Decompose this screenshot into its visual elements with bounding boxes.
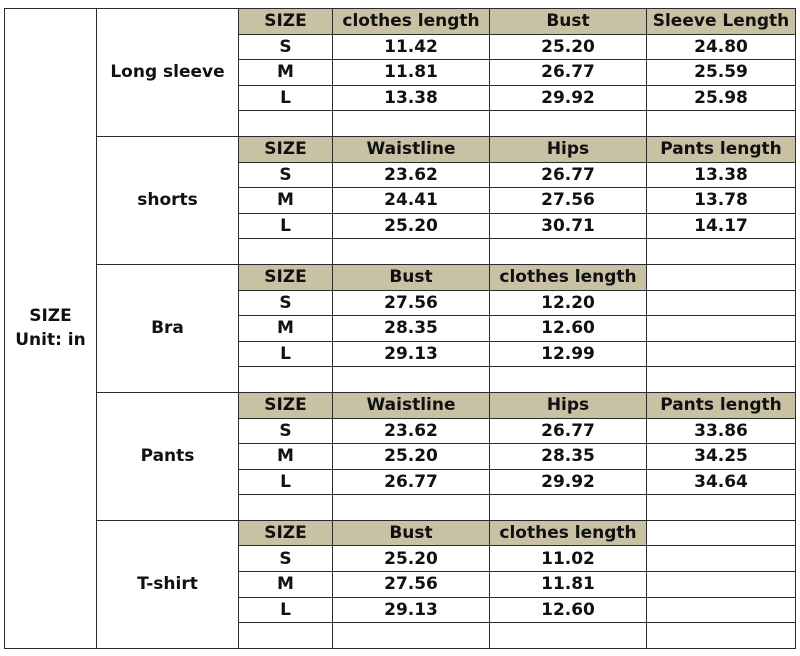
size-cell: M bbox=[239, 572, 333, 598]
empty-cell bbox=[333, 367, 490, 393]
header-row bbox=[5, 264, 796, 290]
column-header: SIZE bbox=[239, 264, 333, 290]
column-header: Bust bbox=[333, 264, 490, 290]
measurement-cell: 25.20 bbox=[333, 546, 490, 572]
empty-cell bbox=[239, 367, 333, 393]
size-cell: S bbox=[239, 34, 333, 60]
measurement-cell: 26.77 bbox=[333, 469, 490, 495]
header-row bbox=[5, 392, 796, 418]
empty-cell bbox=[333, 623, 490, 649]
measurement-cell: 28.35 bbox=[333, 316, 490, 342]
measurement-cell: 11.81 bbox=[490, 572, 647, 598]
measurement-cell: 12.20 bbox=[490, 290, 647, 316]
measurement-cell: 12.60 bbox=[490, 316, 647, 342]
measurement-cell: 14.17 bbox=[647, 213, 796, 239]
empty-cell bbox=[490, 495, 647, 521]
unit-label: Unit: in bbox=[15, 330, 86, 351]
size-cell: L bbox=[239, 85, 333, 111]
column-header: SIZE bbox=[239, 392, 333, 418]
measurement-cell: 24.80 bbox=[647, 34, 796, 60]
empty-cell bbox=[647, 111, 796, 137]
measurement-cell: 12.60 bbox=[490, 597, 647, 623]
measurement-cell: 25.20 bbox=[490, 34, 647, 60]
category-label: T-shirt bbox=[97, 520, 239, 648]
measurement-cell: 29.92 bbox=[490, 85, 647, 111]
size-label: SIZE bbox=[29, 306, 72, 327]
column-header: SIZE bbox=[239, 9, 333, 35]
measurement-cell: 34.25 bbox=[647, 444, 796, 470]
measurement-cell: 27.56 bbox=[333, 290, 490, 316]
size-cell: M bbox=[239, 188, 333, 214]
measurement-cell: 27.56 bbox=[490, 188, 647, 214]
size-cell: S bbox=[239, 290, 333, 316]
empty-cell bbox=[490, 367, 647, 393]
empty-cell bbox=[647, 239, 796, 265]
measurement-cell: 26.77 bbox=[490, 418, 647, 444]
measurement-cell bbox=[647, 341, 796, 367]
measurement-cell: 30.71 bbox=[490, 213, 647, 239]
measurement-cell: 29.13 bbox=[333, 341, 490, 367]
column-header: Hips bbox=[490, 136, 647, 162]
measurement-cell: 29.92 bbox=[490, 469, 647, 495]
column-header: SIZE bbox=[239, 520, 333, 546]
measurement-cell: 25.20 bbox=[333, 213, 490, 239]
category-label: Bra bbox=[97, 264, 239, 392]
measurement-cell: 13.78 bbox=[647, 188, 796, 214]
measurement-cell: 26.77 bbox=[490, 60, 647, 86]
size-cell: M bbox=[239, 60, 333, 86]
column-header: Waistline bbox=[333, 136, 490, 162]
category-label: Long sleeve bbox=[97, 9, 239, 137]
measurement-cell: 25.59 bbox=[647, 60, 796, 86]
empty-cell bbox=[333, 111, 490, 137]
empty-cell bbox=[239, 239, 333, 265]
size-cell: L bbox=[239, 597, 333, 623]
measurement-cell bbox=[647, 290, 796, 316]
size-unit-label bbox=[5, 9, 97, 649]
column-header: SIZE bbox=[239, 136, 333, 162]
empty-cell bbox=[239, 495, 333, 521]
measurement-cell: 25.98 bbox=[647, 85, 796, 111]
column-header bbox=[647, 520, 796, 546]
measurement-cell: 28.35 bbox=[490, 444, 647, 470]
column-header: clothes length bbox=[490, 520, 647, 546]
measurement-cell: 29.13 bbox=[333, 597, 490, 623]
empty-cell bbox=[490, 239, 647, 265]
column-header: Bust bbox=[333, 520, 490, 546]
size-cell: S bbox=[239, 546, 333, 572]
measurement-cell: 24.41 bbox=[333, 188, 490, 214]
size-cell: L bbox=[239, 341, 333, 367]
measurement-cell: 11.81 bbox=[333, 60, 490, 86]
empty-cell bbox=[647, 367, 796, 393]
header-row bbox=[5, 9, 796, 35]
empty-cell bbox=[490, 623, 647, 649]
measurement-cell: 13.38 bbox=[647, 162, 796, 188]
column-header: Pants length bbox=[647, 392, 796, 418]
column-header: clothes length bbox=[333, 9, 490, 35]
empty-cell bbox=[647, 495, 796, 521]
empty-cell bbox=[490, 111, 647, 137]
measurement-cell: 23.62 bbox=[333, 162, 490, 188]
column-header: clothes length bbox=[490, 264, 647, 290]
empty-cell bbox=[239, 623, 333, 649]
column-header: Sleeve Length bbox=[647, 9, 796, 35]
category-label: Pants bbox=[97, 392, 239, 520]
header-row bbox=[5, 520, 796, 546]
category-label: shorts bbox=[97, 136, 239, 264]
size-cell: M bbox=[239, 316, 333, 342]
size-cell: L bbox=[239, 469, 333, 495]
measurement-cell: 11.42 bbox=[333, 34, 490, 60]
measurement-cell: 13.38 bbox=[333, 85, 490, 111]
column-header: Hips bbox=[490, 392, 647, 418]
empty-cell bbox=[333, 239, 490, 265]
empty-cell bbox=[647, 623, 796, 649]
measurement-cell: 27.56 bbox=[333, 572, 490, 598]
measurement-cell: 25.20 bbox=[333, 444, 490, 470]
size-cell: L bbox=[239, 213, 333, 239]
measurement-cell: 12.99 bbox=[490, 341, 647, 367]
header-row bbox=[5, 136, 796, 162]
size-cell: S bbox=[239, 162, 333, 188]
measurement-cell: 33.86 bbox=[647, 418, 796, 444]
size-cell: M bbox=[239, 444, 333, 470]
column-header: Waistline bbox=[333, 392, 490, 418]
measurement-cell bbox=[647, 546, 796, 572]
measurement-cell: 23.62 bbox=[333, 418, 490, 444]
measurement-cell bbox=[647, 597, 796, 623]
measurement-cell: 34.64 bbox=[647, 469, 796, 495]
column-header bbox=[647, 264, 796, 290]
size-chart-table bbox=[4, 8, 796, 649]
column-header: Bust bbox=[490, 9, 647, 35]
size-chart-wrapper bbox=[4, 8, 796, 649]
empty-cell bbox=[333, 495, 490, 521]
column-header: Pants length bbox=[647, 136, 796, 162]
measurement-cell bbox=[647, 572, 796, 598]
measurement-cell: 26.77 bbox=[490, 162, 647, 188]
measurement-cell bbox=[647, 316, 796, 342]
empty-cell bbox=[239, 111, 333, 137]
size-cell: S bbox=[239, 418, 333, 444]
measurement-cell: 11.02 bbox=[490, 546, 647, 572]
